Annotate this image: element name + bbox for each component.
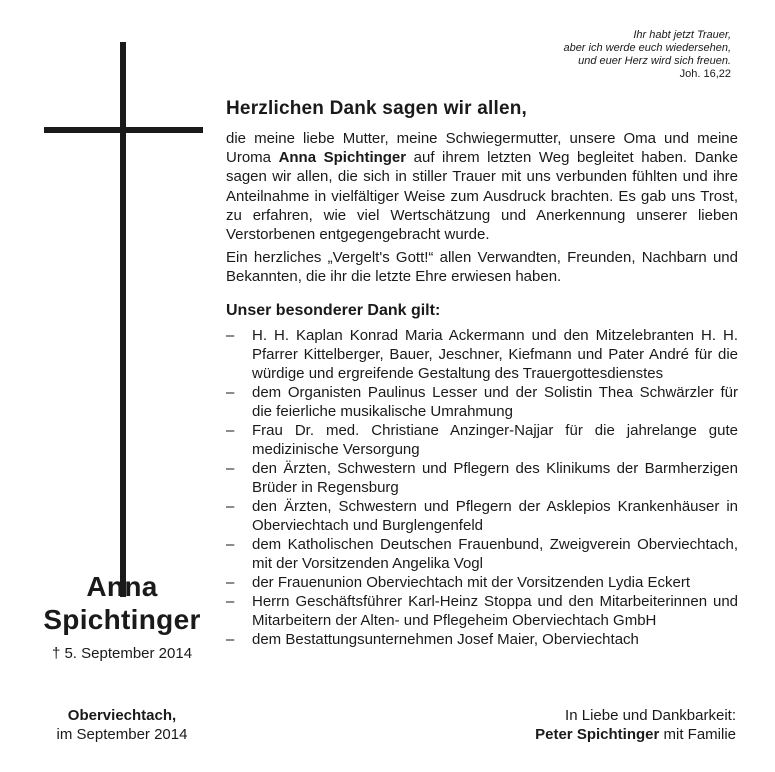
deceased-last-name: Spichtinger — [43, 604, 201, 635]
list-dash: – — [226, 460, 235, 477]
list-dash: – — [226, 593, 235, 610]
place-and-date — [0, 706, 244, 744]
deceased-first-name: Anna — [86, 571, 158, 602]
quote-line-1: Ihr habt jetzt Trauer, — [633, 29, 731, 41]
intro-paragraph — [226, 129, 738, 244]
list-item-text: der Frauenunion Oberviechtach mit der Vorsitzenden Lydia Eckert — [252, 574, 691, 591]
bible-quote — [563, 29, 731, 81]
list-item — [226, 573, 738, 592]
list-item — [226, 535, 738, 573]
quote-reference: Joh. 16,22 — [679, 68, 731, 80]
list-dash: – — [226, 498, 235, 515]
list-item-text: den Ärzten, Schwestern und Pflegern der Asklepios Krankenhäuser in Oberviechtach und Burglengenfeld — [252, 498, 738, 534]
gratitude-paragraph: Ein herzliches „Vergelt's Gott!“ allen Verwandten, Freunden, Nachbarn und Bekannten, die ihr die letzte Ehre erwiesen haben. — [226, 249, 738, 286]
quote-line-2: aber ich werde euch wiedersehen, — [563, 42, 731, 54]
list-dash: – — [226, 536, 235, 553]
death-date: † 5. September 2014 — [51, 645, 193, 662]
place-town: Oberviechtach, — [67, 707, 177, 724]
deceased-name — [0, 570, 244, 636]
intro-text-2: auf ihrem letzten Weg begleitet haben. Danke sagen wir allen, die sich in stiller Trauer mit uns verbunden fühlten und ihre Anteilnahme in vielfältiger Weise zum Ausdruck brachten. Es gab uns Trost, zu erfahren, wie viel Wertschätzung und Anerkennung unserer lieben Verstorbenen entgegengebracht wurde. — [226, 149, 738, 244]
list-dash: – — [226, 631, 235, 648]
cross-horizontal-beam — [44, 127, 203, 133]
signature-suffix: mit Familie — [659, 726, 736, 743]
list-item-text: dem Organisten Paulinus Lesser und der Solistin Thea Schwärzler für die feierliche musikalische Umrahmung — [252, 384, 738, 420]
list-dash: – — [226, 422, 235, 439]
place-date: im September 2014 — [56, 726, 188, 743]
list-item — [226, 459, 738, 497]
list-item — [226, 630, 738, 649]
list-item-text: dem Katholischen Deutschen Frauenbund, Zweigverein Oberviechtach, mit der Vorsitzenden Angelika Vogl — [252, 536, 738, 572]
list-item — [226, 592, 738, 630]
list-item — [226, 383, 738, 421]
list-item — [226, 326, 738, 383]
list-item-text: Frau Dr. med. Christiane Anzinger-Najjar für die jahrelange gute medizinische Versorgung — [252, 422, 738, 458]
list-item-text: dem Bestattungsunternehmen Josef Maier, Oberviechtach — [252, 631, 639, 648]
list-item — [226, 421, 738, 459]
cross-vertical-beam — [120, 42, 126, 597]
list-item — [226, 497, 738, 535]
deceased-name-inline: Anna Spichtinger — [278, 149, 407, 167]
list-item-text: Herrn Geschäftsführer Karl-Heinz Stoppa und den Mitarbeiterinnen und Mitarbeitern der Alten- und Pflegeheim Oberviechtach GmbH — [252, 593, 738, 629]
thanks-heading: Herzlichen Dank sagen wir allen, — [226, 98, 528, 119]
intro-text-1: die meine liebe Mutter, meine Schwiegermutter, unsere Oma und meine Uroma — [226, 130, 738, 167]
list-dash: – — [226, 574, 235, 591]
signature-name: Peter Spichtinger — [535, 726, 660, 743]
signature-line — [535, 725, 736, 744]
special-thanks-list — [226, 326, 738, 649]
list-item-text: H. H. Kaplan Konrad Maria Ackermann und den Mitzelebranten H. H. Pfarrer Kittelberger, Bauer, Jeschner, Kiefmann und Pater André für die würdige und ergreifende Gestaltung des Trauergottesdienstes — [252, 327, 738, 382]
signature-block — [535, 706, 736, 744]
quote-line-3: und euer Herz wird sich freuen. — [578, 55, 731, 67]
signature-intro: In Liebe und Dankbarkeit: — [565, 707, 736, 724]
list-dash: – — [226, 327, 235, 344]
list-dash: – — [226, 384, 235, 401]
list-item-text: den Ärzten, Schwestern und Pflegern des Klinikums der Barmherzigen Brüder in Regensburg — [252, 460, 738, 496]
special-thanks-heading: Unser besonderer Dank gilt: — [226, 302, 441, 319]
